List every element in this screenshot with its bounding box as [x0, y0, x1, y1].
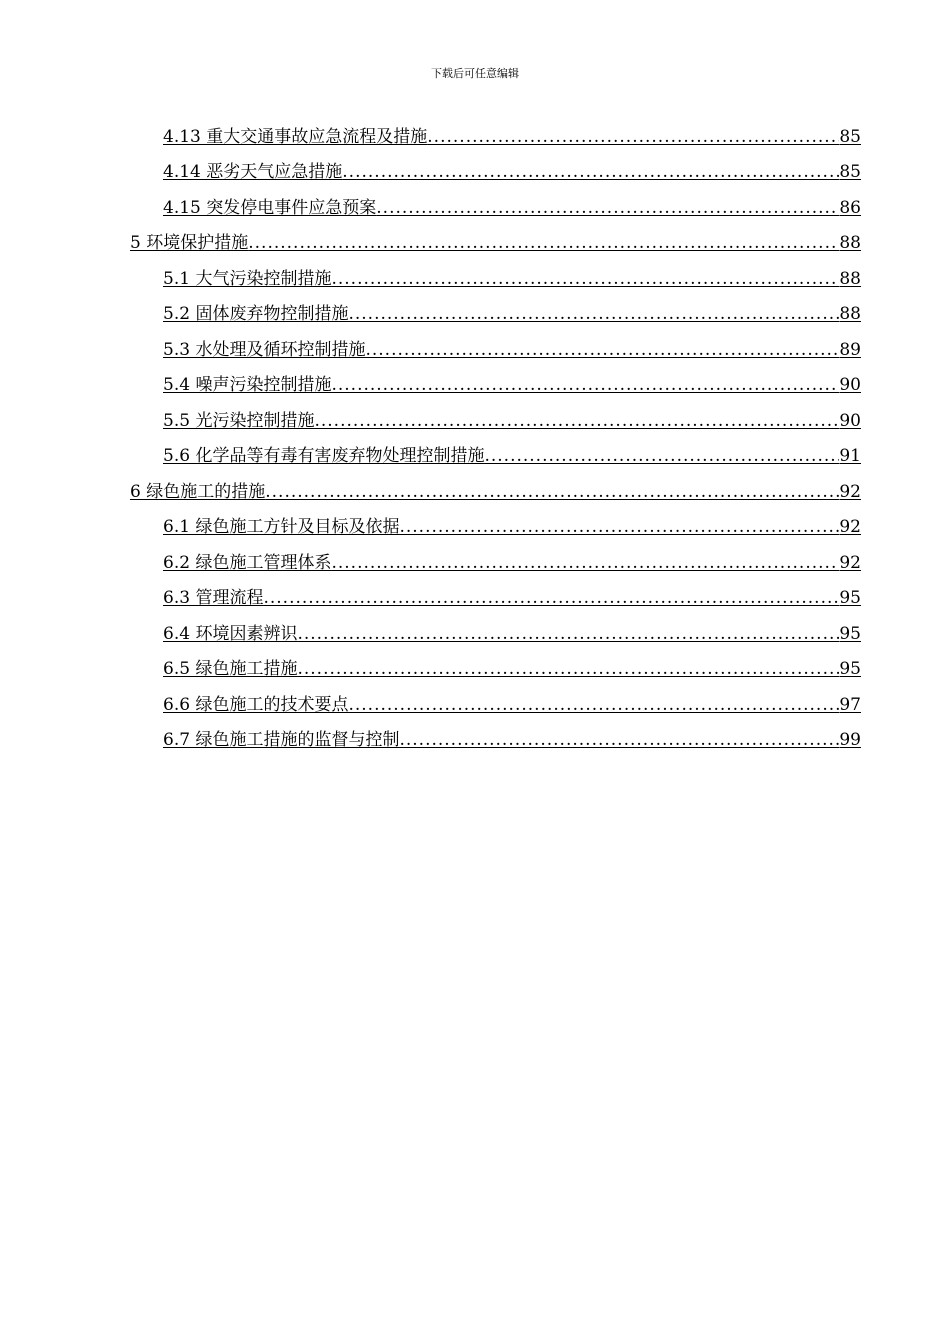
- toc-page-number: 95: [839, 624, 861, 644]
- toc-dot-leader: [248, 232, 839, 254]
- toc-entry-title: 6.3 管理流程: [163, 588, 264, 608]
- toc-dot-leader: [297, 623, 839, 645]
- toc-entry-5-5[interactable]: [163, 404, 861, 432]
- toc-page-number: 88: [839, 304, 861, 324]
- toc-entry-6-5[interactable]: [163, 652, 861, 680]
- toc-page-number: 88: [839, 269, 861, 289]
- toc-page-number: 97: [839, 695, 861, 715]
- toc-entry-4-14[interactable]: [163, 155, 861, 183]
- toc-page-number: 92: [839, 482, 861, 502]
- toc-entry-title: 4.15 突发停电事件应急预案: [163, 198, 377, 218]
- toc-entry-5-6[interactable]: [163, 439, 861, 467]
- toc-dot-leader: [265, 481, 839, 503]
- toc-entry-6-7[interactable]: [163, 723, 861, 751]
- toc-entry-title: 5.5 光污染控制措施: [163, 411, 315, 431]
- toc-page-number: 85: [839, 127, 861, 147]
- page-header: 下载后可任意编辑: [431, 67, 519, 80]
- toc-entry-title: 4.13 重大交通事故应急流程及措施: [163, 127, 428, 147]
- toc-dot-leader: [314, 410, 839, 432]
- toc-entry-5-3[interactable]: [163, 333, 861, 361]
- toc-entry-title: 5.3 水处理及循环控制措施: [163, 340, 366, 360]
- toc-entry-title: 5.6 化学品等有毒有害废弃物处理控制措施: [163, 446, 485, 466]
- toc-entry-5-4[interactable]: [163, 368, 861, 396]
- toc-page-number: 86: [839, 198, 861, 218]
- toc-dot-leader: [331, 268, 839, 290]
- toc-entry-4-13[interactable]: [163, 120, 861, 148]
- toc-page-number: 85: [839, 162, 861, 182]
- toc-entry-6-6[interactable]: [163, 688, 861, 716]
- toc-entry-6-2[interactable]: [163, 546, 861, 574]
- toc-dot-leader: [348, 694, 839, 716]
- toc-page-number: 99: [839, 730, 861, 750]
- toc-entry-title: 6.4 环境因素辨识: [163, 624, 298, 644]
- toc-entry-title: 6.6 绿色施工的技术要点: [163, 695, 349, 715]
- toc-dot-leader: [399, 729, 839, 751]
- toc-entry-5[interactable]: [130, 226, 861, 254]
- toc-dot-leader: [331, 552, 839, 574]
- toc-entry-title: 5 环境保护措施: [130, 233, 249, 253]
- toc-page-number: 95: [839, 659, 861, 679]
- toc-entry-title: 6 绿色施工的措施: [130, 482, 266, 502]
- toc-page-number: 91: [839, 446, 861, 466]
- toc-entry-title: 4.14 恶劣天气应急措施: [163, 162, 343, 182]
- toc-page-number: 89: [839, 340, 861, 360]
- toc-dot-leader: [342, 161, 839, 183]
- toc-page-number: 92: [839, 553, 861, 573]
- toc-entry-title: 5.1 大气污染控制措施: [163, 269, 332, 289]
- toc-entry-title: 5.4 噪声污染控制措施: [163, 375, 332, 395]
- toc-entry-title: 6.7 绿色施工措施的监督与控制: [163, 730, 400, 750]
- toc-page-number: 90: [839, 411, 861, 431]
- toc-entry-6-4[interactable]: [163, 617, 861, 645]
- toc-entry-6-3[interactable]: [163, 581, 861, 609]
- toc-page-number: 90: [839, 375, 861, 395]
- toc-dot-leader: [399, 516, 839, 538]
- toc-dot-leader: [365, 339, 839, 361]
- toc-entry-title: 6.2 绿色施工管理体系: [163, 553, 332, 573]
- toc-entry-5-1[interactable]: [163, 262, 861, 290]
- toc-entry-6-1[interactable]: [163, 510, 861, 538]
- toc-dot-leader: [263, 587, 839, 609]
- toc-page-number: 88: [839, 233, 861, 253]
- toc-entry-title: 6.5 绿色施工措施: [163, 659, 298, 679]
- toc-dot-leader: [427, 126, 839, 148]
- toc-entry-title: 5.2 固体废弃物控制措施: [163, 304, 349, 324]
- toc-dot-leader: [348, 303, 839, 325]
- toc-page-number: 95: [839, 588, 861, 608]
- toc-dot-leader: [484, 445, 839, 467]
- toc-entry-title: 6.1 绿色施工方针及目标及依据: [163, 517, 400, 537]
- toc-entry-4-15[interactable]: [163, 191, 861, 219]
- toc-dot-leader: [297, 658, 839, 680]
- toc-dot-leader: [331, 374, 839, 396]
- toc-entry-5-2[interactable]: [163, 297, 861, 325]
- toc-dot-leader: [376, 197, 839, 219]
- toc-page-number: 92: [839, 517, 861, 537]
- toc-entry-6[interactable]: [130, 475, 861, 503]
